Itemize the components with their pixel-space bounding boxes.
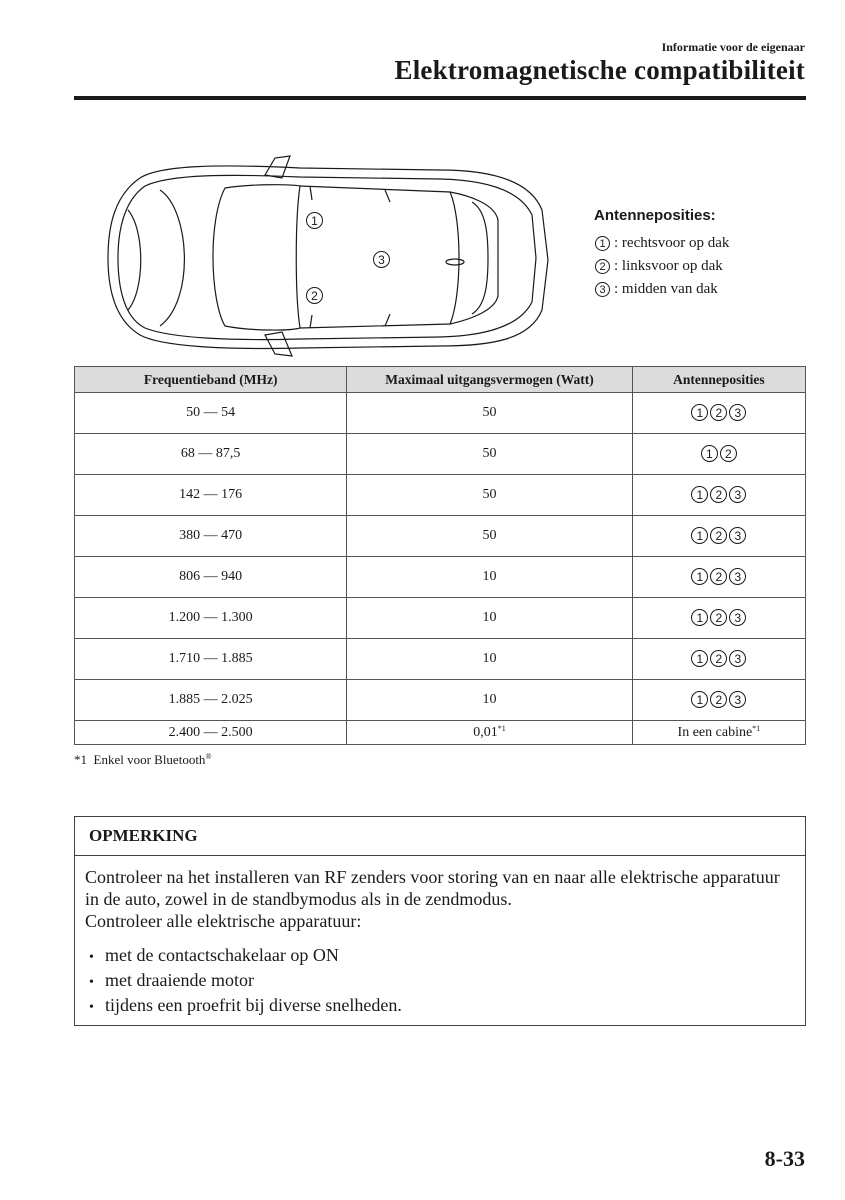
header-subtitle: Informatie voor de eigenaar [661, 40, 805, 54]
table-row [75, 721, 806, 745]
legend-number: 2 [595, 259, 610, 274]
car-marker-3: 3 [373, 251, 390, 268]
cell-power: 50 [347, 434, 632, 475]
cell-power [347, 721, 632, 745]
positions-text: In een cabine [677, 725, 753, 740]
position-marker: 1 [701, 445, 718, 462]
car-marker-2: 2 [306, 287, 323, 304]
legend-item [594, 278, 729, 301]
position-marker: 2 [710, 609, 727, 626]
page-title: Elektromagnetische compatibiliteit [394, 55, 805, 85]
page-number: 8-33 [764, 1146, 805, 1171]
position-marker: 3 [729, 404, 746, 421]
note-paragraph: Controleer alle elektrische apparatuur: [85, 911, 362, 931]
cell-frequency: 806 — 940 [75, 557, 347, 598]
cell-positions [632, 680, 805, 721]
position-marker: 2 [710, 404, 727, 421]
table-row [75, 475, 806, 516]
cell-positions [632, 393, 805, 434]
note-paragraph: Controleer na het installeren van RF zenders voor storing van en naar alle elektrische apparatuur in de auto, zowel in de standbymodus als in de zendmodus. [85, 867, 780, 909]
car-top-view-illustration [100, 150, 560, 370]
position-marker: 3 [729, 691, 746, 708]
list-item [89, 944, 795, 969]
cell-positions [632, 475, 805, 516]
position-marker: 1 [691, 691, 708, 708]
cell-power: 50 [347, 475, 632, 516]
cell-power: 50 [347, 393, 632, 434]
list-item [89, 969, 795, 994]
header-divider [74, 96, 806, 100]
cell-positions [632, 557, 805, 598]
position-marker: 3 [729, 568, 746, 585]
cell-positions [632, 516, 805, 557]
note-heading: OPMERKING [75, 817, 805, 856]
position-marker: 1 [691, 568, 708, 585]
cell-power: 10 [347, 598, 632, 639]
table-body [75, 393, 806, 745]
legend-item [594, 232, 729, 255]
position-marker: 3 [729, 527, 746, 544]
legend-number: 1 [595, 236, 610, 251]
registered-mark: ® [205, 752, 212, 761]
cell-positions [632, 639, 805, 680]
footnote-text: Enkel voor Bluetooth [93, 752, 206, 767]
cell-frequency: 380 — 470 [75, 516, 347, 557]
cell-frequency: 68 — 87,5 [75, 434, 347, 475]
table-row [75, 557, 806, 598]
position-marker: 3 [729, 650, 746, 667]
cell-frequency: 142 — 176 [75, 475, 347, 516]
header-power: Maximaal uitgangsvermogen (Watt) [347, 367, 632, 393]
table-row [75, 393, 806, 434]
table-row [75, 680, 806, 721]
position-marker: 2 [710, 486, 727, 503]
cell-power: 50 [347, 516, 632, 557]
note-body [75, 856, 805, 1019]
position-marker: 2 [710, 650, 727, 667]
power-value: 0,01 [473, 725, 498, 740]
list-item-text: met draaiende motor [105, 970, 254, 990]
antenna-legend [594, 207, 729, 301]
legend-number: 3 [595, 282, 610, 297]
cell-power: 10 [347, 557, 632, 598]
legend-text: : rechtsvoor op dak [614, 235, 730, 251]
footnote-marker: *1 [74, 752, 87, 767]
footnote [74, 752, 212, 768]
bullet-icon: • [89, 950, 94, 965]
cell-frequency: 2.400 — 2.500 [75, 721, 347, 745]
cell-positions [632, 598, 805, 639]
footnote-ref: *1 [752, 724, 761, 733]
list-item-text: met de contactschakelaar op ON [105, 945, 339, 965]
position-marker: 1 [691, 650, 708, 667]
position-marker: 2 [720, 445, 737, 462]
cell-frequency: 50 — 54 [75, 393, 347, 434]
position-marker: 2 [710, 691, 727, 708]
legend-text: : linksvoor op dak [614, 258, 723, 274]
car-marker-1: 1 [306, 212, 323, 229]
position-marker: 1 [691, 609, 708, 626]
position-marker: 3 [729, 609, 746, 626]
legend-title: Antenneposities: [594, 207, 716, 224]
list-item-text: tijdens een proefrit bij diverse snelheden. [105, 995, 402, 1015]
note-box [74, 816, 806, 1026]
cell-positions [632, 721, 805, 745]
note-bullet-list [85, 944, 795, 1019]
cell-frequency: 1.710 — 1.885 [75, 639, 347, 680]
position-marker: 1 [691, 486, 708, 503]
table-row [75, 639, 806, 680]
position-marker: 1 [691, 527, 708, 544]
frequency-table [74, 366, 806, 745]
table-row [75, 434, 806, 475]
legend-text: : midden van dak [614, 281, 718, 297]
bullet-icon: • [89, 1000, 94, 1015]
cell-frequency: 1.200 — 1.300 [75, 598, 347, 639]
position-marker: 1 [691, 404, 708, 421]
table-row [75, 598, 806, 639]
bullet-icon: • [89, 975, 94, 990]
cell-frequency: 1.885 — 2.025 [75, 680, 347, 721]
table-header-row [75, 367, 806, 393]
table-row [75, 516, 806, 557]
position-marker: 2 [710, 527, 727, 544]
footnote-ref: *1 [497, 724, 506, 733]
header-frequency: Frequentieband (MHz) [75, 367, 347, 393]
position-marker: 3 [729, 486, 746, 503]
list-item [89, 994, 795, 1019]
position-marker: 2 [710, 568, 727, 585]
legend-item [594, 255, 729, 278]
cell-power: 10 [347, 639, 632, 680]
cell-positions [632, 434, 805, 475]
header-positions: Antenneposities [632, 367, 805, 393]
cell-power: 10 [347, 680, 632, 721]
